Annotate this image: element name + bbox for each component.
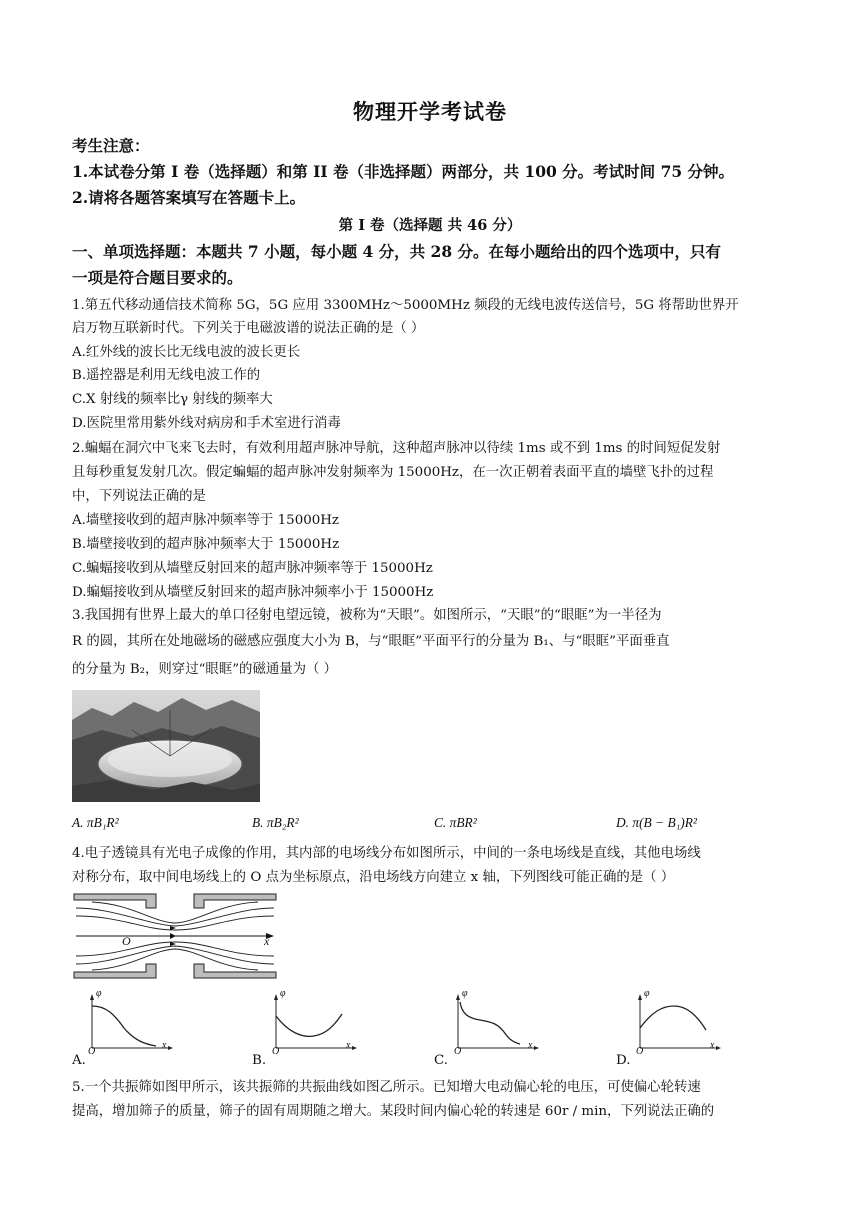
q4-option-c: C.: [434, 1053, 449, 1068]
notice-heading: 考生注意：: [72, 136, 150, 155]
q3-option-b: B. πB₂R²: [252, 815, 299, 830]
section-heading: 第 I 卷（选择题 共 46 分）: [338, 217, 522, 234]
graph-d-phi: φ: [644, 988, 650, 999]
q1-option-b: B.遥控器是利用无线电波工作的: [72, 368, 261, 383]
q3-stem-3: 的分量为 B₂，则穿过“眼眶”的磁通量为（ ）: [72, 662, 338, 677]
q4-option-b: B.: [252, 1053, 267, 1068]
part-heading-line-1: 一、单项选择题：本题共 7 小题，每小题 4 分，共 28 分。在每小题给出的四个选项中，只有: [72, 242, 722, 261]
q2-stem-2: 且每秒重复发射几次。假定蝙蝠的超声脉冲发射频率为 15000Hz，在一次正朝着表面平直的墙壁飞扑的过程: [72, 465, 714, 480]
q4-option-d: D.: [616, 1053, 631, 1068]
graph-b-x: x: [346, 1040, 351, 1051]
graph-d-x: x: [710, 1040, 715, 1051]
q3-option-c: C. πBR²: [434, 815, 477, 830]
q4-stem-2: 对称分布，取中间电场线上的 O 点为坐标原点，沿电场线方向建立 x 轴，下列图线可能正确的是（ ）: [72, 870, 675, 885]
q2-stem-1: 2.蝙蝠在洞穴中飞来飞去时，有效利用超声脉冲导航，这种超声脉冲以待续 1ms 或不到 1ms 的时间短促发射: [72, 441, 721, 456]
q3-stem-2: R 的圆，其所在处地磁场的磁感应强度大小为 B，与“眼眶”平面平行的分量为 B₁、与“眼眶”平面垂直: [72, 634, 670, 649]
fig-origin-label: O: [122, 934, 131, 948]
graph-c-o: O: [454, 1046, 462, 1057]
telescope-photo: [72, 690, 260, 802]
q2-stem-3: 中，下列说法正确的是: [72, 489, 206, 504]
page-title: 物理开学考试卷: [353, 99, 507, 124]
graph-a-phi: φ: [96, 988, 102, 999]
graph-a: [84, 994, 174, 1056]
graph-b: [268, 994, 358, 1056]
graph-d-o: O: [636, 1046, 644, 1057]
q1-option-c: C.X 射线的频率比γ 射线的频率大: [72, 392, 273, 407]
q2-option-d: D.蝙蝠接收到从墙壁反射回来的超声脉冲频率小于 15000Hz: [72, 585, 434, 600]
graph-a-o: O: [88, 1046, 96, 1057]
q1-option-d: D.医院里常用紫外线对病房和手术室进行消毒: [72, 416, 341, 431]
graph-a-x: x: [162, 1040, 167, 1051]
graph-c-x: x: [528, 1040, 533, 1051]
graph-b-phi: φ: [280, 988, 286, 999]
part-heading-line-2: 一项是符合题目要求的。: [72, 268, 243, 287]
q2-option-c: C.蝙蝠接收到从墙壁反射回来的超声脉冲频率等于 15000Hz: [72, 561, 433, 576]
electric-field-figure: [72, 890, 278, 982]
notice-line-1: 1.本试卷分第 I 卷（选择题）和第 II 卷（非选择题）两部分，共 100 分。考试时间 75 分钟。: [72, 162, 735, 181]
q3-option-a: A. πB₁R²: [72, 815, 119, 830]
fig-axis-label: x: [264, 934, 270, 948]
graph-c-phi: φ: [462, 988, 468, 999]
graph-d: [632, 994, 722, 1056]
graph-b-o: O: [272, 1046, 280, 1057]
graph-c: [450, 994, 540, 1056]
q4-stem-1: 4.电子透镜具有光电子成像的作用，其内部的电场线分布如图所示，中间的一条电场线是直线，其他电场线: [72, 846, 701, 861]
q2-option-b: B.墙壁接收到的超声脉冲频率大于 15000Hz: [72, 537, 340, 552]
q1-stem-1: 1.第五代移动通信技术简称 5G，5G 应用 3300MHz～5000MHz 频段的无线电波传送信号，5G 将帮助世界开: [72, 298, 739, 313]
q2-option-a: A.墙壁接收到的超声脉冲频率等于 15000Hz: [72, 513, 339, 528]
q3-stem-1: 3.我国拥有世界上最大的单口径射电望远镜，被称为“天眼”。如图所示，“天眼”的“眼眶”为一半径为: [72, 608, 662, 623]
notice-line-2: 2.请将各题答案填写在答题卡上。: [72, 188, 306, 207]
q1-stem-2: 启万物互联新时代。下列关于电磁波谱的说法正确的是（ ）: [72, 321, 425, 336]
q5-stem-2: 提高，增加筛子的质量，筛子的固有周期随之增大。某段时间内偏心轮的转速是 60r / min，下列说法正确的: [72, 1104, 715, 1119]
q5-stem-1: 5.一个共振筛如图甲所示，该共振筛的共振曲线如图乙所示。已知增大电动偏心轮的电压，可使偏心轮转速: [72, 1080, 701, 1095]
q3-option-d: D. π(B − B₁)R²: [616, 815, 697, 830]
q4-option-a: A.: [72, 1053, 86, 1068]
q1-option-a: A.红外线的波长比无线电波的波长更长: [72, 345, 301, 360]
